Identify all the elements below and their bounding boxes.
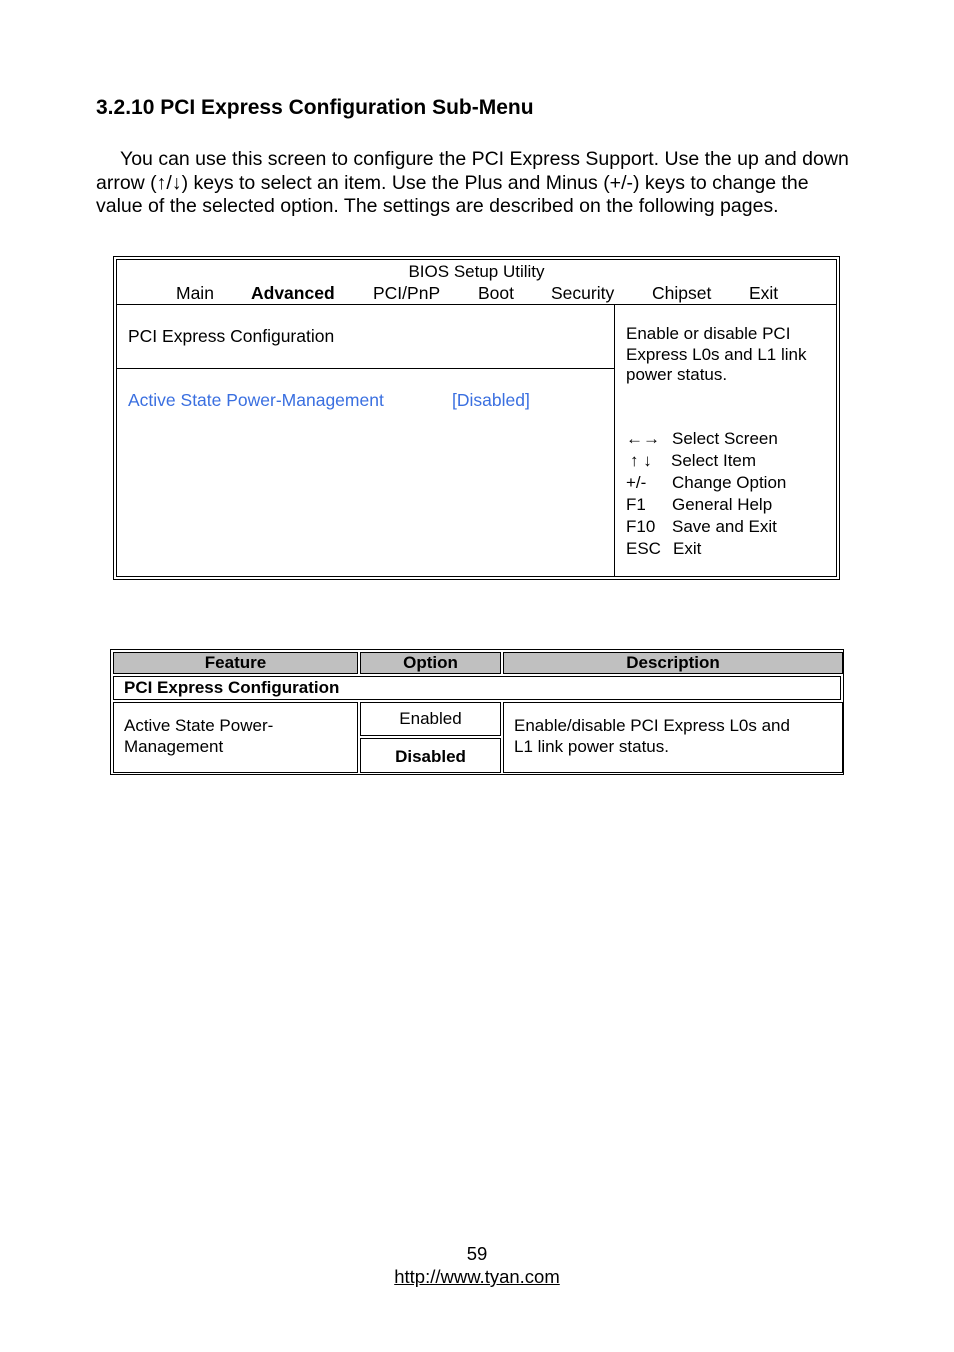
bios-section-title: PCI Express Configuration (128, 326, 335, 346)
bios-menu-advanced[interactable]: Advanced (251, 283, 335, 303)
bios-item-aspm-value[interactable]: [Disabled] (452, 390, 530, 410)
bios-column-divider (614, 304, 615, 576)
bios-menu-boot[interactable]: Boot (478, 283, 514, 303)
key-action: Select Item (671, 451, 757, 470)
bios-menu-main[interactable]: Main (176, 283, 214, 303)
key-label: +/- (626, 473, 647, 492)
key-legend-row (626, 472, 786, 494)
key-label: ←→ (626, 429, 660, 448)
table-section-row: PCI Express Configuration (113, 676, 841, 700)
table-option-disabled: Disabled (360, 738, 501, 773)
bios-section-divider (117, 368, 614, 369)
key-label: ESC (626, 539, 661, 558)
section-heading: 3.2.10 PCI Express Configuration Sub-Menu (96, 96, 534, 119)
page-number: 59 (466, 1243, 488, 1264)
feature-line: Active State Power- (124, 716, 274, 735)
help-line: power status. (626, 365, 728, 384)
bios-title: BIOS Setup Utility (408, 262, 545, 281)
key-legend-row (626, 494, 786, 516)
table-header-description: Description (503, 652, 843, 674)
bios-item-aspm[interactable]: Active State Power-Management (128, 390, 384, 410)
description-line: L1 link power status. (514, 737, 669, 756)
help-line: Enable or disable PCI (626, 324, 791, 343)
description-line: Enable/disable PCI Express L0s and (514, 716, 790, 735)
bios-frame (116, 259, 837, 577)
bios-menu-chipset[interactable]: Chipset (652, 283, 712, 303)
bios-key-legend (626, 428, 786, 560)
table-header-feature: Feature (113, 652, 358, 674)
key-legend-row (626, 428, 786, 450)
key-label: ↑ ↓ (630, 451, 652, 470)
feature-line: Management (124, 737, 224, 756)
key-label: F10 (626, 517, 656, 536)
bios-menu-pcipnp[interactable]: PCI/PnP (373, 283, 441, 303)
table-option-enabled: Enabled (360, 702, 501, 736)
bios-menu-security[interactable]: Security (551, 283, 615, 303)
key-action: Change Option (672, 473, 787, 492)
intro-paragraph (96, 148, 856, 219)
key-action: Save and Exit (672, 517, 777, 536)
feature-table-body (113, 652, 841, 772)
key-legend-row (626, 450, 786, 472)
help-line: Express L0s and L1 link (626, 344, 807, 364)
key-action: Exit (673, 539, 702, 558)
key-legend-row (626, 516, 786, 538)
bios-screen (113, 256, 840, 580)
bios-menu-exit[interactable]: Exit (749, 283, 779, 303)
table-description-cell (503, 702, 843, 773)
key-action: Select Screen (672, 429, 778, 448)
bios-help-text (626, 324, 807, 386)
key-legend-row (626, 538, 786, 560)
feature-table (110, 649, 844, 775)
key-label: F1 (626, 495, 646, 514)
table-feature-cell (113, 702, 358, 773)
intro-text: You can use this screen to configure the PCI Express Support. Use the up and down arrow (↑/↓) keys to select an item. Use the Plus and Minus (+/-) keys to change the value of the selected option. The settings are described on the following pages. (96, 148, 849, 218)
bios-divider (117, 304, 836, 305)
table-header-option: Option (360, 652, 501, 674)
footer-url-link[interactable]: http://www.tyan.com (394, 1266, 560, 1287)
key-action: General Help (672, 495, 773, 514)
